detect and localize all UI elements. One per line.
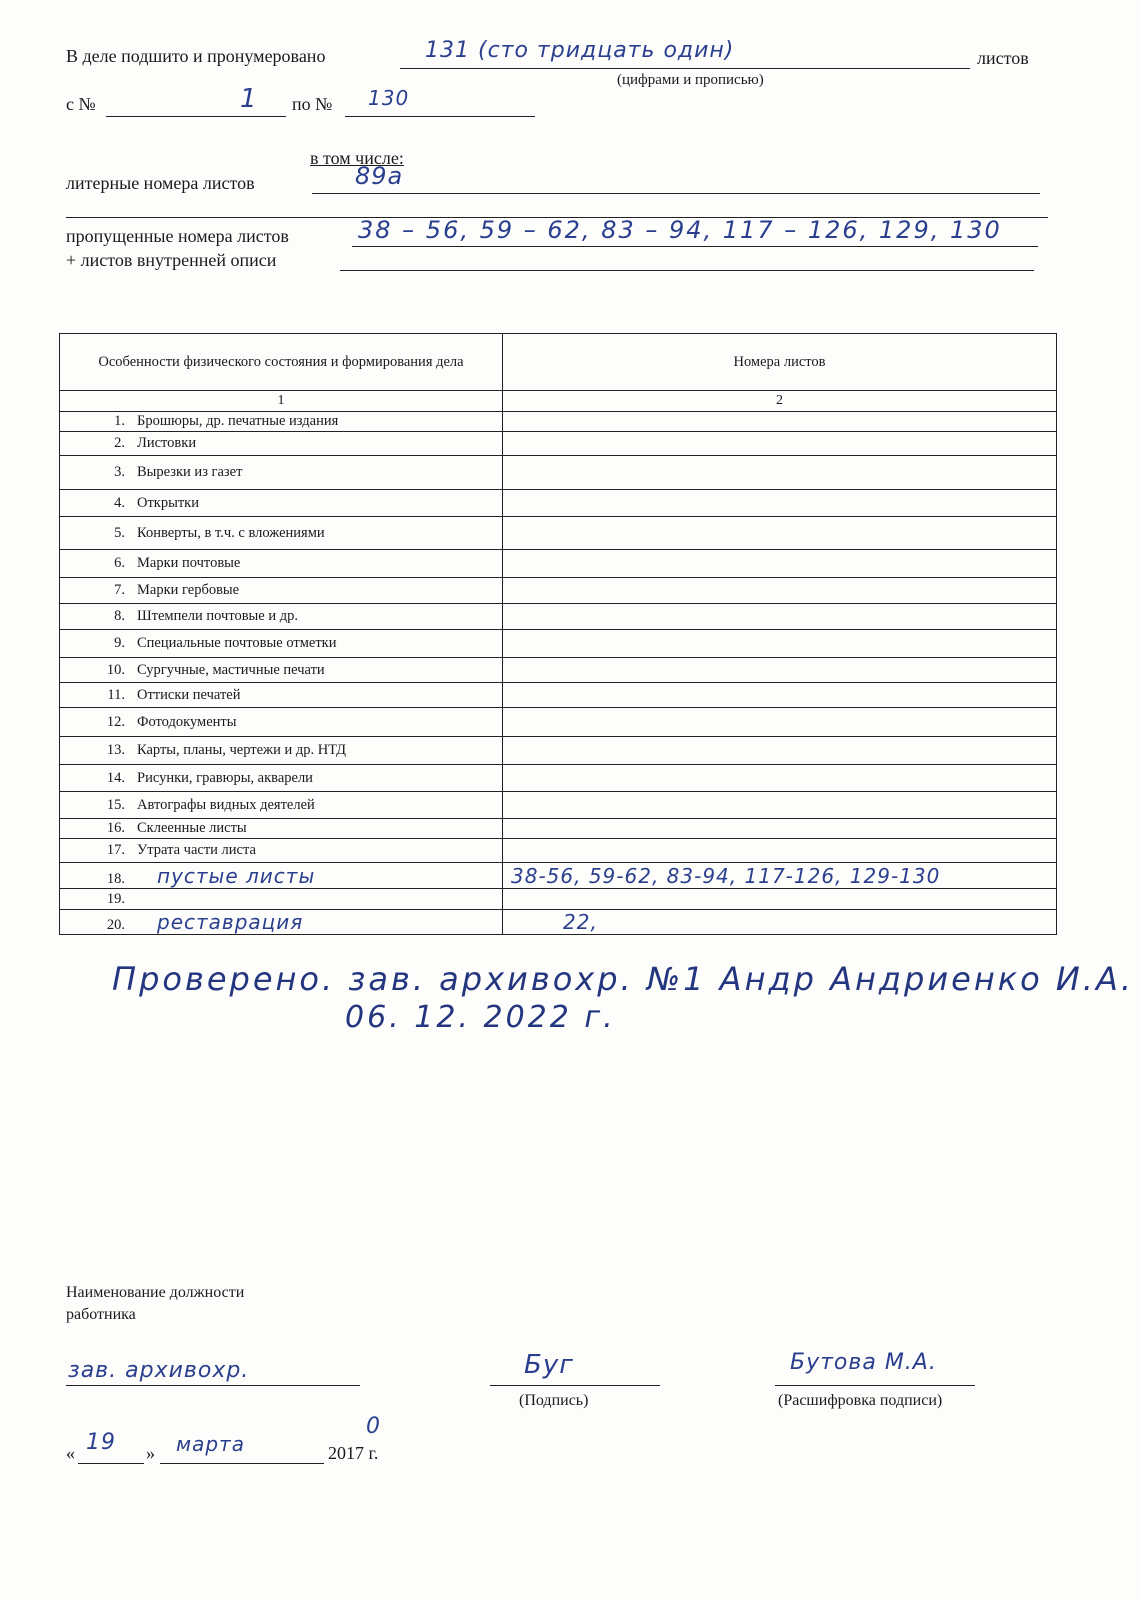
row-sheets-cell[interactable] — [503, 456, 1057, 490]
row-label: Автографы видных деятелей — [137, 796, 315, 813]
inventory-label: + листов внутренней описи — [66, 250, 277, 270]
table-row — [60, 910, 1057, 935]
row-number: 10. — [106, 661, 125, 678]
table-row — [60, 737, 1057, 765]
row-feature-cell — [60, 910, 503, 935]
table-row — [60, 765, 1057, 792]
row-sheets-cell[interactable] — [503, 839, 1057, 863]
missing-label: пропущенные номера листов — [66, 226, 289, 246]
date-close-quote: » — [146, 1443, 155, 1463]
sheets-label: листов — [977, 48, 1029, 68]
including-label: в том числе: — [310, 148, 404, 168]
row-feature-cell — [60, 863, 503, 889]
sewn-value[interactable]: 131 (сто тридцать один) — [425, 38, 735, 63]
col2-header: Номера листов — [503, 334, 1057, 391]
row-sheets-cell[interactable] — [503, 658, 1057, 683]
date-month[interactable]: марта — [176, 1432, 245, 1456]
inventory-line — [340, 270, 1034, 271]
letter-value[interactable]: 89а — [355, 162, 404, 190]
row-sheets-cell[interactable] — [503, 889, 1057, 910]
row-number: 15. — [106, 796, 125, 813]
table-row — [60, 412, 1057, 432]
row-number: 19. — [106, 890, 125, 907]
row-feature-cell — [60, 792, 503, 819]
row-feature-cell — [60, 412, 503, 432]
table-row — [60, 658, 1057, 683]
row-label: Карты, планы, чертежи и др. НТД — [137, 742, 347, 758]
table-row — [60, 456, 1057, 490]
row-number: 3. — [114, 464, 125, 480]
row-sheets-cell[interactable] — [503, 765, 1057, 792]
row-number: 7. — [114, 582, 125, 598]
row-label: Утрата части листа — [137, 842, 256, 858]
col1-header: Особенности физического состояния и формирования дела — [60, 334, 503, 391]
row-sheets-cell[interactable] — [503, 792, 1057, 819]
table-row — [60, 550, 1057, 578]
signature-line — [490, 1385, 660, 1386]
sewn-hint: (цифрами и прописью) — [617, 72, 764, 88]
row-handwritten-label[interactable]: реставрация — [157, 910, 304, 934]
row-label: Специальные почтовые отметки — [137, 635, 337, 651]
row-label: Рисунки, гравюры, акварели — [137, 769, 313, 786]
row-sheets-cell[interactable] — [503, 819, 1057, 839]
table-row — [60, 604, 1057, 630]
row-number: 1. — [114, 413, 125, 429]
row-feature-cell — [60, 550, 503, 578]
row-label: Оттиски печатей — [137, 686, 241, 703]
row-sheets-cell[interactable] — [503, 863, 1057, 889]
row-feature-cell — [60, 889, 503, 910]
letter-line — [312, 193, 1040, 194]
row-sheets-value[interactable]: 22, — [563, 910, 598, 934]
date-year: 2017 г. — [328, 1443, 379, 1463]
table-row — [60, 432, 1057, 456]
table-row — [60, 517, 1057, 550]
letter-label: литерные номера листов — [66, 173, 255, 193]
row-sheets-cell[interactable] — [503, 432, 1057, 456]
to-label: по № — [292, 94, 333, 114]
row-sheets-cell[interactable] — [503, 708, 1057, 737]
row-sheets-cell[interactable] — [503, 604, 1057, 630]
row-sheets-cell[interactable] — [503, 737, 1057, 765]
table-row — [60, 889, 1057, 910]
signature-value[interactable]: Буг — [524, 1350, 574, 1380]
from-value[interactable]: 1 — [240, 84, 258, 114]
table-row — [60, 792, 1057, 819]
row-feature-cell — [60, 737, 503, 765]
row-number: 8. — [114, 608, 125, 624]
position-label-2: работника — [66, 1306, 136, 1323]
row-number: 2. — [114, 435, 125, 451]
row-feature-cell — [60, 432, 503, 456]
table-row — [60, 683, 1057, 708]
table-row — [60, 863, 1057, 889]
sewn-label: В деле подшито и пронумеровано — [66, 46, 326, 66]
row-sheets-cell[interactable] — [503, 683, 1057, 708]
table-row — [60, 708, 1057, 737]
row-label: Листовки — [137, 435, 197, 451]
row-label: Конверты, в т.ч. с вложениями — [137, 524, 325, 541]
from-line — [106, 116, 286, 117]
date-year-fix: 0 — [366, 1414, 381, 1439]
row-label: Марки почтовые — [137, 555, 241, 571]
decode-value[interactable]: Бутова М.А. — [790, 1350, 937, 1375]
row-feature-cell — [60, 658, 503, 683]
row-sheets-cell[interactable] — [503, 490, 1057, 517]
row-number: 9. — [114, 635, 125, 651]
row-label: Марки гербовые — [137, 582, 240, 598]
row-number: 17. — [106, 842, 125, 858]
row-number: 18. — [106, 870, 125, 887]
date-open-quote: « — [66, 1443, 75, 1463]
sewn-line — [400, 68, 970, 69]
missing-value[interactable]: 38 – 56, 59 – 62, 83 – 94, 117 – 126, 129, 130 — [358, 216, 1002, 244]
row-number: 6. — [114, 555, 125, 571]
to-line — [345, 116, 535, 117]
col2-num: 2 — [503, 391, 1057, 412]
date-month-line — [160, 1463, 324, 1464]
row-sheets-cell[interactable] — [503, 412, 1057, 432]
row-label: Сургучные, мастичные печати — [137, 661, 325, 678]
row-number: 14. — [106, 769, 125, 786]
decode-label: (Расшифровка подписи) — [778, 1392, 943, 1409]
position-label-1: Наименование должности — [66, 1284, 245, 1301]
row-feature-cell — [60, 604, 503, 630]
table-row — [60, 819, 1057, 839]
row-sheets-value[interactable]: 38-56, 59-62, 83-94, 117-126, 129-130 — [511, 863, 941, 888]
table-row — [60, 578, 1057, 604]
row-number: 20. — [106, 917, 125, 933]
from-label: с № — [66, 94, 96, 114]
row-number: 4. — [114, 494, 125, 511]
row-label: Брошюры, др. печатные издания — [137, 413, 339, 429]
table-row — [60, 630, 1057, 658]
row-label: Открытки — [137, 494, 199, 511]
check-note-line2: 06. 12. 2022 г. — [345, 1000, 616, 1035]
row-label: Вырезки из газет — [137, 464, 243, 480]
row-feature-cell — [60, 839, 503, 863]
row-number: 11. — [107, 686, 125, 703]
row-feature-cell — [60, 578, 503, 604]
row-label: Фотодокументы — [137, 713, 237, 730]
position-line — [66, 1385, 360, 1386]
row-number: 16. — [106, 820, 125, 836]
physical-condition-table — [59, 333, 1057, 935]
position-value[interactable]: зав. архивохр. — [68, 1358, 250, 1383]
row-feature-cell — [60, 683, 503, 708]
col1-num: 1 — [60, 391, 503, 412]
row-feature-cell — [60, 819, 503, 839]
row-feature-cell — [60, 517, 503, 550]
row-feature-cell — [60, 490, 503, 517]
row-sheets-cell[interactable] — [503, 910, 1057, 935]
date-day-line — [78, 1463, 144, 1464]
row-feature-cell — [60, 630, 503, 658]
row-sheets-cell[interactable] — [503, 517, 1057, 550]
row-label: Штемпели почтовые и др. — [137, 608, 299, 624]
table-row — [60, 490, 1057, 517]
check-note-line1: Проверено. зав. архивохр. №1 Андр Андриенко И.А. — [112, 960, 1134, 998]
row-feature-cell — [60, 708, 503, 737]
row-feature-cell — [60, 765, 503, 792]
missing-line — [352, 246, 1038, 247]
row-number: 12. — [106, 713, 125, 730]
row-sheets-cell[interactable] — [503, 550, 1057, 578]
signature-label: (Подпись) — [519, 1392, 589, 1409]
table-row — [60, 839, 1057, 863]
row-handwritten-label[interactable]: пустые листы — [157, 863, 316, 888]
row-sheets-cell[interactable] — [503, 578, 1057, 604]
row-sheets-cell[interactable] — [503, 630, 1057, 658]
decode-line — [775, 1385, 975, 1386]
row-feature-cell — [60, 456, 503, 490]
row-number: 13. — [106, 742, 125, 758]
date-day[interactable]: 19 — [86, 1430, 116, 1455]
row-number: 5. — [114, 524, 125, 541]
row-label: Склеенные листы — [137, 820, 247, 836]
to-value[interactable]: 130 — [368, 86, 410, 110]
